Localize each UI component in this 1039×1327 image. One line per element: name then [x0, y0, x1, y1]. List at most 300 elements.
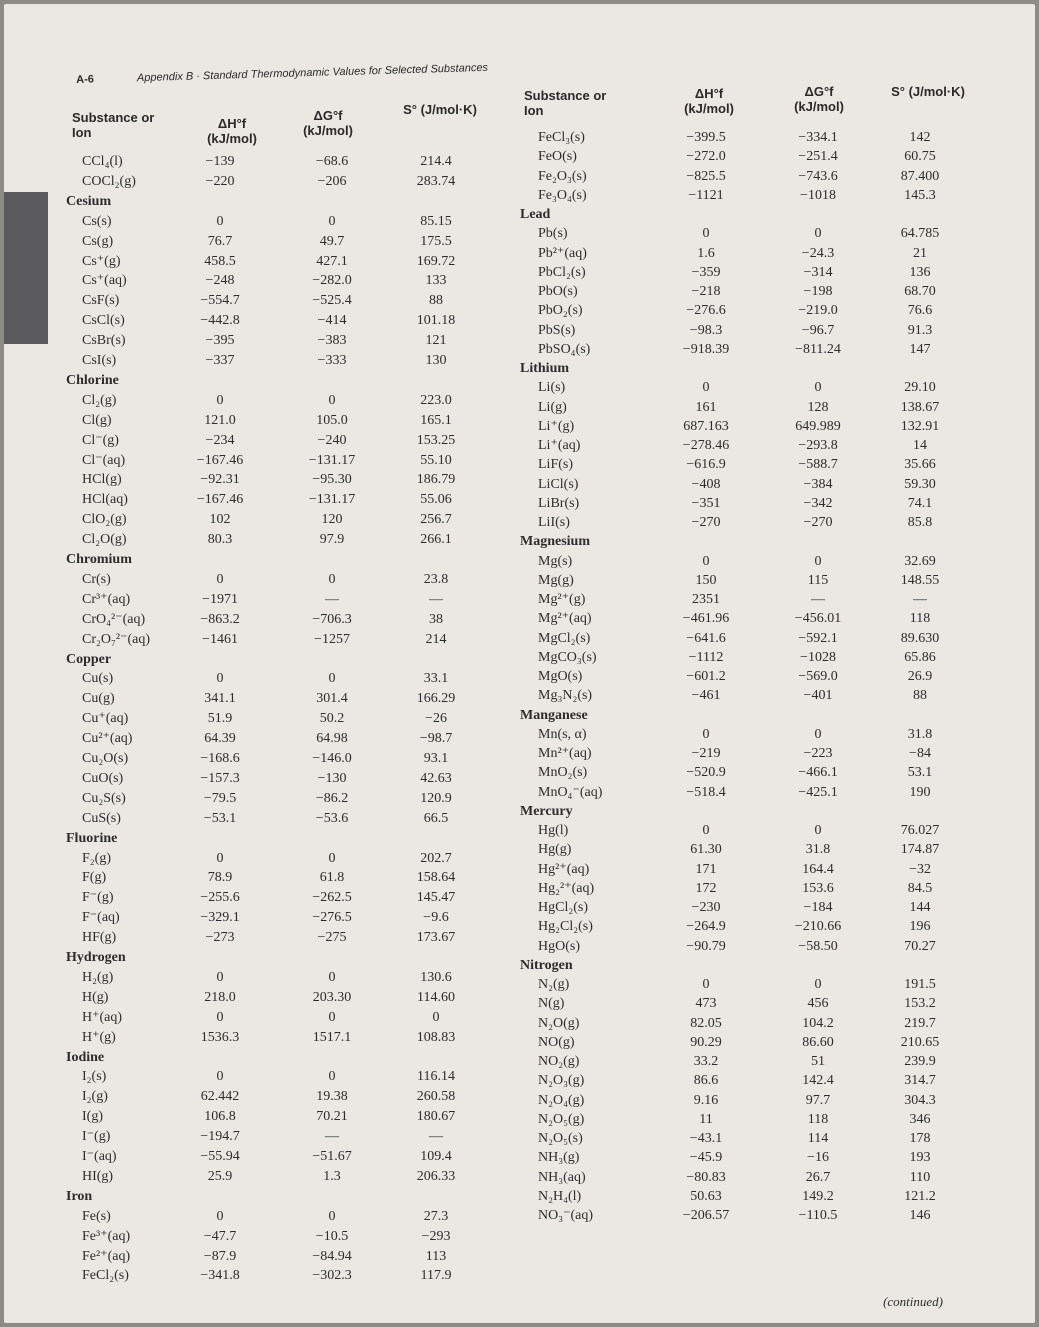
- entropy-cell: 55.06: [420, 492, 452, 508]
- delta-h-cell: 2351: [692, 592, 720, 607]
- delta-h-cell: −45.9: [689, 1150, 723, 1166]
- table-row: [0, 455, 1039, 475]
- entropy-cell: 38: [429, 611, 443, 627]
- substance-cell: Cl⁻(aq): [82, 452, 126, 468]
- substance-cell: Cr(s): [82, 571, 111, 587]
- delta-h-cell: 0: [216, 213, 224, 229]
- table-row: [0, 1033, 1039, 1053]
- delta-h-cell: −276.6: [686, 303, 726, 319]
- delta-g-cell: 301.4: [316, 691, 348, 707]
- substance-cell: Fe₃O₄(s): [538, 187, 587, 203]
- table-row: [0, 282, 1039, 302]
- delta-h-cell: 33.2: [693, 1054, 719, 1069]
- delta-h-cell: −359: [691, 264, 721, 280]
- delta-g-cell: −53.6: [315, 810, 349, 826]
- delta-h-cell: −218: [691, 284, 721, 299]
- substance-cell: Mn²⁺(aq): [538, 746, 592, 761]
- substance-cell: MnO₂(s): [538, 765, 588, 781]
- substance-cell: F⁻(aq): [82, 910, 120, 926]
- delta-h-cell: −168.6: [200, 751, 240, 766]
- delta-g-cell: −302.3: [312, 1268, 352, 1284]
- delta-g-cell: −525.4: [312, 293, 352, 309]
- delta-h-cell: −341.8: [200, 1268, 240, 1284]
- delta-h-cell: −90.79: [686, 938, 726, 954]
- delta-g-cell: 0: [814, 553, 822, 569]
- delta-h-cell: −206.57: [682, 1208, 730, 1223]
- substance-cell: H⁺(g): [82, 1029, 116, 1045]
- entropy-cell: 190: [909, 784, 931, 800]
- entropy-cell: 147: [909, 341, 931, 357]
- delta-g-cell: 70.21: [316, 1109, 348, 1125]
- delta-h-cell: 1.6: [697, 245, 715, 261]
- delta-h-cell: −194.7: [200, 1129, 240, 1145]
- entropy-cell: 174.87: [900, 842, 940, 858]
- entropy-cell: 85.8: [907, 515, 933, 530]
- delta-h-cell: −43.1: [689, 1131, 723, 1146]
- delta-g-cell: 0: [328, 1009, 336, 1025]
- delta-g-cell: −146.0: [312, 751, 352, 766]
- delta-g-cell: −384: [803, 476, 833, 492]
- delta-h-cell: −395: [205, 333, 235, 349]
- entropy-cell: 178: [909, 1131, 931, 1146]
- delta-g-cell: −275: [317, 930, 347, 946]
- element-group-heading: [0, 205, 1039, 225]
- delta-g-cell: 0: [814, 380, 822, 396]
- delta-g-cell: —: [325, 591, 339, 607]
- table-row: [0, 494, 1039, 514]
- element-group-heading: [0, 359, 1039, 379]
- entropy-cell: 132.91: [900, 418, 940, 434]
- element-group-heading: [0, 802, 1039, 822]
- entropy-cell: 108.83: [416, 1029, 456, 1045]
- delta-h-cell: −461: [691, 688, 721, 704]
- entropy-cell: —: [913, 592, 927, 607]
- substance-cell: Hg²⁺(aq): [538, 861, 590, 877]
- delta-h-cell: −264.9: [686, 919, 726, 935]
- delta-g-cell: —: [811, 592, 825, 607]
- substance-cell: I(g): [82, 1109, 103, 1125]
- delta-g-cell: −425.1: [798, 784, 838, 800]
- delta-g-cell: −276.5: [312, 910, 352, 926]
- delta-g-cell: 97.9: [319, 532, 345, 548]
- substance-cell: NH₃(g): [538, 1150, 580, 1166]
- group-name: Chromium: [66, 552, 132, 567]
- table-row: [0, 301, 1039, 321]
- entropy-cell: 21: [913, 245, 927, 261]
- entropy-cell: 66.5: [423, 810, 449, 826]
- delta-g-cell: −414: [317, 313, 347, 329]
- entropy-cell: 29.10: [904, 380, 936, 396]
- delta-g-cell: −184: [803, 900, 833, 915]
- delta-g-cell: −110.5: [798, 1208, 838, 1223]
- substance-cell: Fe(s): [82, 1208, 111, 1224]
- table-row: [0, 609, 1039, 629]
- substance-cell: H(g): [82, 989, 109, 1005]
- entropy-cell: 89.630: [900, 630, 940, 646]
- table-row: [0, 1168, 1039, 1188]
- delta-g-cell: 142.4: [802, 1073, 834, 1089]
- delta-g-cell: −68.6: [315, 154, 349, 169]
- entropy-cell: 214: [425, 631, 447, 647]
- table-row: [0, 879, 1039, 899]
- delta-h-cell: 0: [216, 850, 224, 866]
- table-row: [0, 1110, 1039, 1130]
- substance-cell: Cs⁺(g): [82, 253, 121, 269]
- entropy-cell: 87.400: [900, 168, 940, 184]
- delta-g-cell: −1257: [314, 631, 350, 647]
- delta-h-cell: 51.9: [207, 711, 233, 727]
- table-row: [0, 840, 1039, 860]
- delta-g-cell: 0: [328, 1208, 336, 1224]
- table-row: [0, 821, 1039, 841]
- delta-g-cell: 0: [328, 213, 336, 229]
- substance-cell: Cr³⁺(aq): [82, 591, 131, 607]
- delta-h-cell: 76.7: [207, 233, 233, 249]
- substance-cell: Mg²⁺(aq): [538, 611, 592, 627]
- entropy-cell: 304.3: [904, 1092, 936, 1108]
- table-row: [0, 417, 1039, 437]
- entropy-cell: −26: [425, 711, 447, 727]
- entropy-cell: 117.9: [420, 1268, 452, 1284]
- substance-cell: PbSO₄(s): [538, 341, 591, 357]
- substance-cell: Li⁺(g): [538, 418, 575, 434]
- delta-h-cell: −255.6: [200, 890, 240, 906]
- substance-cell: ClO₂(g): [82, 512, 127, 528]
- substance-cell: NO₃⁻(aq): [538, 1208, 594, 1223]
- delta-g-cell: 26.7: [805, 1169, 831, 1185]
- delta-g-cell: 0: [814, 977, 822, 992]
- delta-g-cell: 51: [811, 1054, 825, 1069]
- delta-g-cell: −293.8: [798, 438, 838, 453]
- table-row: [0, 167, 1039, 187]
- delta-g-cell: −130: [317, 770, 347, 786]
- delta-h-cell: −55.94: [200, 1149, 240, 1164]
- delta-h-cell: −157.3: [200, 770, 240, 786]
- delta-h-cell: 0: [702, 553, 710, 569]
- substance-cell: I⁻(aq): [82, 1149, 117, 1164]
- group-name: Mercury: [520, 803, 573, 819]
- delta-g-cell: 0: [328, 671, 336, 687]
- substance-cell: FeCl₃(s): [538, 130, 585, 145]
- substance-cell: N₂O(g): [538, 1015, 580, 1031]
- left-col-substance-header: Substance or Ion: [72, 110, 155, 140]
- entropy-cell: 91.3: [907, 322, 933, 338]
- delta-g-cell: 118: [807, 1111, 829, 1127]
- delta-g-cell: 0: [328, 1069, 336, 1085]
- table-row: [0, 686, 1039, 706]
- delta-g-cell: −58.50: [798, 938, 838, 954]
- group-name: Chlorine: [66, 372, 119, 388]
- delta-g-cell: 203.30: [312, 989, 352, 1005]
- entropy-cell: 33.1: [423, 671, 449, 687]
- substance-cell: NO(g): [538, 1034, 575, 1050]
- delta-h-cell: 1536.3: [200, 1029, 240, 1045]
- entropy-cell: 191.5: [904, 977, 936, 992]
- delta-g-cell: 49.7: [319, 233, 345, 249]
- substance-cell: Fe³⁺(aq): [82, 1228, 131, 1244]
- entropy-cell: 55.10: [420, 452, 452, 468]
- entropy-cell: 76.6: [907, 303, 933, 319]
- entropy-cell: 116.14: [417, 1069, 455, 1085]
- delta-h-cell: −329.1: [200, 910, 240, 926]
- delta-h-cell: 9.16: [693, 1092, 719, 1108]
- group-name: Copper: [66, 651, 112, 667]
- delta-g-cell: 649.989: [795, 418, 841, 434]
- entropy-cell: 153.25: [416, 432, 456, 448]
- entropy-cell: 101.18: [416, 313, 456, 329]
- entropy-cell: 14: [913, 438, 927, 453]
- delta-h-cell: −87.9: [203, 1248, 237, 1264]
- substance-cell: HgCl₂(s): [538, 900, 588, 915]
- delta-g-cell: 0: [328, 392, 336, 408]
- left-col-dh-header: ΔH°f (kJ/mol): [207, 116, 257, 146]
- table-row: [0, 1148, 1039, 1168]
- delta-h-cell: −442.8: [200, 313, 240, 329]
- entropy-cell: 32.69: [904, 553, 936, 569]
- delta-h-cell: −47.7: [203, 1228, 237, 1244]
- delta-g-cell: −51.67: [312, 1149, 352, 1164]
- entropy-cell: 206.33: [416, 1168, 456, 1184]
- delta-h-cell: 458.5: [204, 253, 236, 269]
- table-row: [0, 648, 1039, 668]
- entropy-cell: 59.30: [904, 476, 936, 492]
- group-name: Iodine: [66, 1049, 105, 1065]
- delta-g-cell: −401: [803, 688, 833, 704]
- table-row: [0, 937, 1039, 957]
- substance-cell: HCl(g): [82, 472, 122, 488]
- delta-h-cell: −1971: [202, 591, 238, 607]
- delta-h-cell: −461.96: [682, 611, 730, 627]
- table-row: [0, 244, 1039, 264]
- delta-g-cell: 128: [807, 399, 829, 415]
- entropy-cell: 239.9: [904, 1054, 936, 1069]
- table-row: [0, 321, 1039, 341]
- substance-cell: CCl₄(l): [82, 154, 123, 169]
- delta-h-cell: 0: [216, 1009, 224, 1025]
- delta-g-cell: −223: [803, 746, 833, 761]
- table-row: [0, 1091, 1039, 1111]
- delta-g-cell: 456: [807, 996, 829, 1012]
- substance-cell: Cu⁺(aq): [82, 711, 129, 727]
- element-group-heading: [0, 706, 1039, 726]
- delta-h-cell: −53.1: [203, 810, 237, 826]
- delta-h-cell: −554.7: [200, 293, 240, 309]
- substance-cell: Pb(s): [538, 226, 568, 242]
- delta-g-cell: 0: [328, 969, 336, 985]
- table-row: [0, 1129, 1039, 1149]
- delta-h-cell: 0: [216, 969, 224, 985]
- delta-h-cell: −520.9: [686, 765, 726, 781]
- substance-cell: NH₃(aq): [538, 1169, 586, 1185]
- delta-h-cell: 150: [695, 572, 717, 588]
- substance-cell: Li⁺(aq): [538, 438, 581, 453]
- delta-g-cell: −131.17: [308, 492, 356, 508]
- substance-cell: CrO₄²⁻(aq): [82, 611, 146, 627]
- delta-h-cell: 0: [216, 1208, 224, 1224]
- substance-cell: Fe²⁺(aq): [82, 1248, 131, 1264]
- entropy-cell: 114.60: [417, 989, 455, 1005]
- table-row: [0, 186, 1039, 206]
- substance-cell: MgCl₂(s): [538, 630, 591, 646]
- table-row: [0, 436, 1039, 456]
- delta-g-cell: −219.0: [798, 303, 838, 319]
- substance-cell: F(g): [82, 870, 107, 886]
- entropy-cell: 165.1: [420, 412, 452, 428]
- table-row: [0, 763, 1039, 783]
- delta-g-cell: −270: [803, 515, 833, 530]
- delta-g-cell: −1018: [800, 187, 836, 203]
- delta-h-cell: −518.4: [686, 784, 726, 800]
- delta-h-cell: −1121: [688, 187, 724, 203]
- substance-cell: F⁻(g): [82, 890, 114, 906]
- table-row: [0, 1071, 1039, 1091]
- delta-g-cell: −588.7: [798, 457, 838, 473]
- substance-cell: Cs(s): [82, 213, 112, 229]
- delta-h-cell: 0: [702, 380, 710, 396]
- delta-h-cell: −863.2: [200, 611, 240, 627]
- substance-cell: CsF(s): [82, 293, 120, 309]
- delta-h-cell: −98.3: [689, 322, 723, 338]
- delta-g-cell: −95.30: [312, 472, 352, 488]
- table-row: [0, 1206, 1039, 1226]
- entropy-cell: 93.1: [423, 751, 449, 766]
- entropy-cell: 118: [909, 611, 931, 627]
- delta-g-cell: 0: [814, 726, 822, 742]
- entropy-cell: 88: [429, 293, 443, 309]
- entropy-cell: 146: [909, 1208, 931, 1223]
- substance-cell: Li(g): [538, 399, 567, 415]
- delta-g-cell: 0: [328, 571, 336, 587]
- substance-cell: Cl₂O(g): [82, 532, 127, 548]
- delta-h-cell: 50.63: [690, 1188, 722, 1204]
- entropy-cell: 145.3: [904, 187, 936, 203]
- substance-cell: HCl(aq): [82, 492, 128, 508]
- table-row: [0, 147, 1039, 167]
- delta-h-cell: −616.9: [686, 457, 726, 473]
- delta-h-cell: 61.30: [690, 842, 722, 858]
- delta-g-cell: 120: [321, 512, 343, 528]
- entropy-cell: 42.63: [420, 770, 452, 786]
- delta-h-cell: −220: [205, 173, 235, 189]
- substance-cell: N₂O₅(s): [538, 1131, 583, 1146]
- entropy-cell: 214.4: [420, 154, 452, 169]
- delta-g-cell: 104.2: [802, 1015, 834, 1031]
- table-row: [0, 667, 1039, 687]
- delta-h-cell: −219: [691, 746, 721, 761]
- table-row: [0, 552, 1039, 572]
- substance-cell: HI(g): [82, 1168, 114, 1184]
- entropy-cell: 283.74: [416, 173, 456, 189]
- delta-g-cell: −84.94: [312, 1248, 352, 1264]
- entropy-cell: 0: [432, 1009, 440, 1025]
- substance-cell: FeO(s): [538, 149, 577, 165]
- delta-g-cell: −456.01: [794, 611, 842, 627]
- group-name: Lead: [520, 207, 551, 222]
- delta-h-cell: −408: [691, 476, 721, 492]
- entropy-cell: 314.7: [904, 1073, 936, 1089]
- group-name: Hydrogen: [66, 950, 126, 965]
- entropy-cell: 138.67: [900, 399, 940, 415]
- delta-h-cell: 687.163: [683, 418, 729, 434]
- substance-cell: Cu₂S(s): [82, 790, 126, 806]
- delta-h-cell: −167.46: [196, 452, 244, 468]
- entropy-cell: 31.8: [907, 726, 933, 742]
- delta-g-cell: −1028: [800, 649, 836, 665]
- left-col-dg-header: ΔG°f (kJ/mol): [303, 108, 353, 138]
- delta-g-cell: 86.60: [802, 1034, 834, 1050]
- delta-h-cell: −270: [691, 515, 721, 530]
- delta-g-cell: −24.3: [801, 245, 835, 261]
- substance-cell: PbO₂(s): [538, 303, 583, 319]
- delta-g-cell: −334.1: [798, 130, 838, 145]
- substance-cell: Cl₂(g): [82, 392, 117, 408]
- delta-g-cell: −251.4: [798, 149, 838, 165]
- substance-cell: N₂O₃(g): [538, 1073, 585, 1089]
- delta-g-cell: 427.1: [316, 253, 348, 269]
- entropy-cell: 35.66: [904, 457, 936, 473]
- substance-cell: Cu(s): [82, 671, 114, 687]
- delta-h-cell: 64.39: [204, 731, 236, 747]
- delta-g-cell: −96.7: [801, 322, 835, 338]
- left-col-s-header: S° (J/mol·K): [403, 102, 477, 117]
- delta-h-cell: −1461: [202, 631, 238, 647]
- substance-cell: MnO₄⁻(aq): [538, 784, 603, 800]
- delta-h-cell: 121.0: [204, 412, 236, 428]
- delta-h-cell: 171: [695, 861, 717, 877]
- substance-cell: CsBr(s): [82, 333, 126, 349]
- entropy-cell: 142: [909, 130, 931, 145]
- delta-h-cell: 0: [216, 392, 224, 408]
- substance-cell: Cu²⁺(aq): [82, 731, 133, 747]
- substance-cell: Mg(s): [538, 553, 573, 569]
- substance-cell: Hg₂Cl₂(s): [538, 919, 593, 935]
- right-col-dg-header: ΔG°f (kJ/mol): [794, 84, 844, 114]
- delta-h-cell: 106.8: [204, 1109, 236, 1125]
- table-row: [0, 263, 1039, 283]
- entropy-cell: 121.2: [904, 1188, 936, 1204]
- substance-cell: H₂(g): [82, 969, 114, 985]
- delta-g-cell: −198: [803, 284, 833, 299]
- entropy-cell: 266.1: [420, 532, 452, 548]
- entropy-cell: 74.1: [907, 495, 933, 511]
- page-number: A-6: [76, 73, 95, 86]
- continued-note: (continued): [883, 1294, 943, 1309]
- delta-h-cell: −1112: [688, 649, 724, 665]
- entropy-cell: −98.7: [419, 731, 453, 747]
- delta-g-cell: 105.0: [316, 412, 348, 428]
- substance-cell: Cu(g): [82, 691, 115, 707]
- substance-cell: PbCl₂(s): [538, 264, 586, 280]
- substance-cell: MgO(s): [538, 669, 583, 684]
- entropy-cell: —: [429, 1129, 443, 1145]
- delta-h-cell: −337: [205, 353, 235, 368]
- delta-h-cell: 0: [702, 726, 710, 742]
- substance-cell: PbS(s): [538, 322, 576, 338]
- right-col-dh-header: ΔH°f (kJ/mol): [684, 86, 734, 116]
- entropy-cell: 26.9: [907, 669, 933, 684]
- element-group-heading: [0, 532, 1039, 552]
- delta-g-cell: −569.0: [798, 669, 838, 684]
- delta-g-cell: 19.38: [316, 1089, 348, 1105]
- substance-cell: NO₂(g): [538, 1054, 580, 1069]
- delta-h-cell: −80.83: [686, 1169, 726, 1185]
- entropy-cell: −9.6: [423, 910, 449, 926]
- delta-h-cell: −248: [205, 273, 235, 289]
- delta-h-cell: 86.6: [693, 1073, 719, 1089]
- entropy-cell: 145.47: [416, 890, 456, 906]
- delta-g-cell: −282.0: [312, 273, 352, 289]
- table-row: [0, 1014, 1039, 1034]
